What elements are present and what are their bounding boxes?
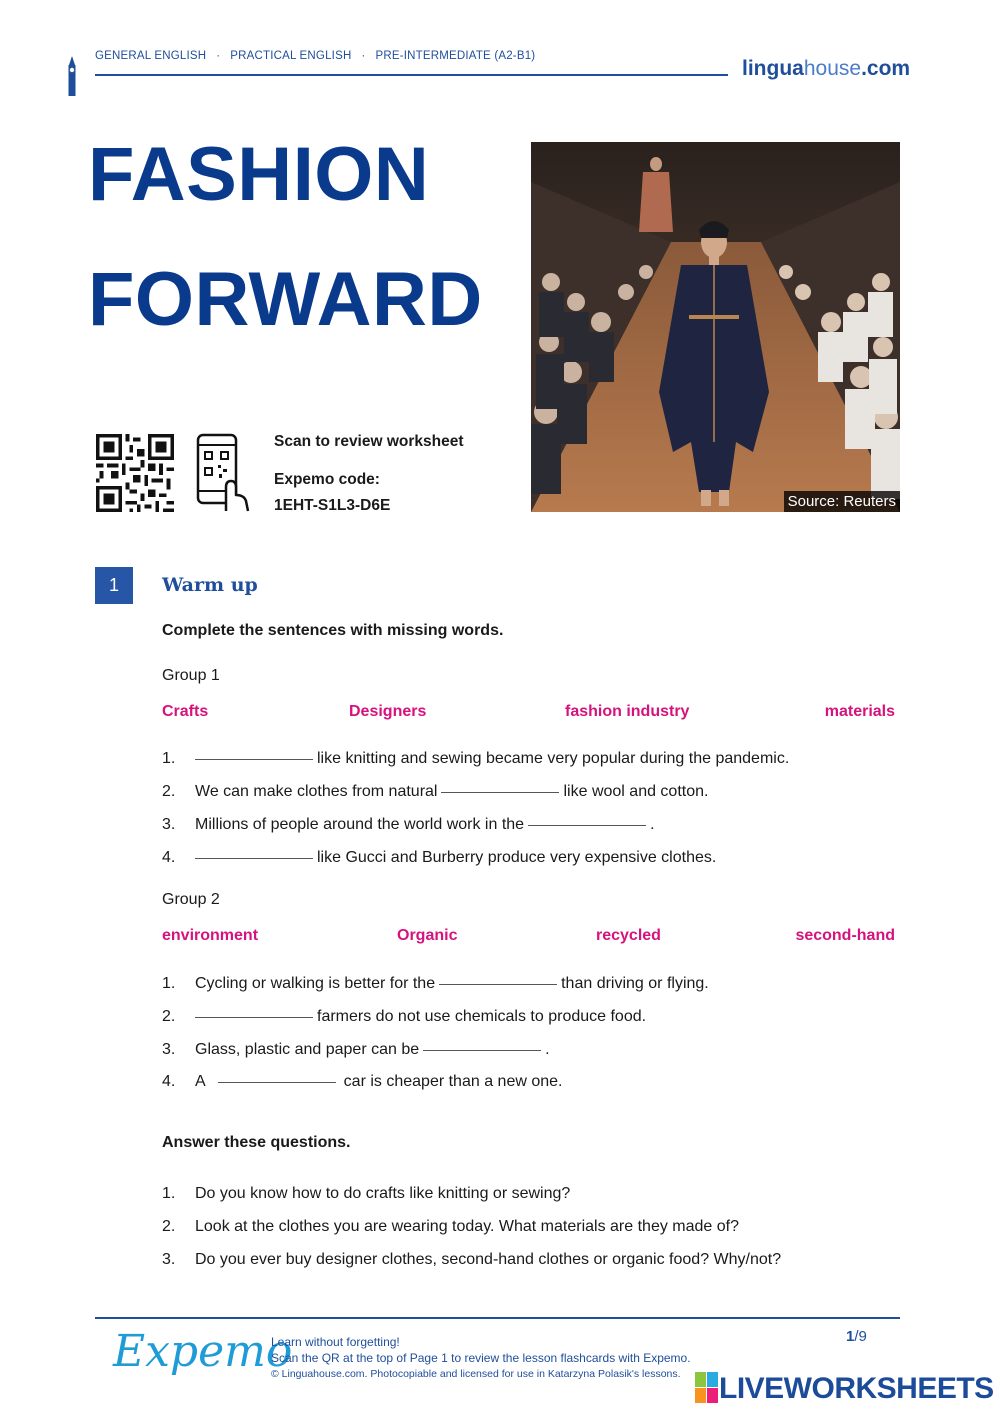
group-2-label: Group 2	[162, 891, 220, 908]
word-bank-item: fashion industry	[565, 703, 690, 720]
page-number: 1/9	[846, 1328, 867, 1345]
breadcrumb-level-1[interactable]: GENERAL ENGLISH	[95, 50, 207, 62]
word-bank-item: Organic	[397, 927, 458, 944]
question-number: 3.	[162, 1251, 176, 1268]
photo-credit: Source: Reuters	[784, 491, 900, 512]
item-number: 3.	[162, 1041, 176, 1058]
gap-fill-sentence: farmers do not use chemicals to produce food.	[195, 1008, 646, 1026]
breadcrumb-separator: ·	[216, 50, 221, 62]
expemo-logo[interactable]: Expemo	[113, 1326, 293, 1377]
group-1-label: Group 1	[162, 667, 220, 684]
qr-code-icon[interactable]	[96, 434, 174, 512]
big-ben-logo-icon	[66, 56, 78, 96]
word-bank-item: materials	[824, 703, 895, 720]
gap-fill-sentence: Millions of people around the world work in the .	[195, 816, 655, 833]
runway-photo-illustration	[531, 142, 900, 512]
questions-instruction: Answer these questions.	[162, 1134, 351, 1151]
question-number: 2.	[162, 1218, 176, 1235]
brand-logo[interactable]: linguahouse.com	[742, 57, 911, 80]
answer-blank[interactable]	[195, 759, 313, 760]
footer-tagline: Learn without forgetting!	[271, 1335, 400, 1349]
item-number: 3.	[162, 816, 176, 833]
question-number: 1.	[162, 1185, 176, 1202]
item-number: 4.	[162, 1073, 176, 1090]
phone-scan-icon	[196, 433, 250, 513]
footer-divider	[95, 1317, 900, 1319]
answer-blank[interactable]	[528, 825, 646, 826]
discussion-question: Do you know how to do crafts like knitting or sewing?	[195, 1185, 571, 1202]
word-bank-item: Crafts	[162, 703, 209, 720]
scan-instruction: Scan to review worksheet	[274, 433, 464, 450]
breadcrumb	[95, 50, 535, 62]
item-number: 1.	[162, 750, 176, 767]
liveworksheets-logo-icon	[695, 1372, 719, 1404]
breadcrumb-separator: ·	[361, 50, 366, 62]
item-number: 2.	[162, 1008, 176, 1025]
word-bank-item: environment	[162, 927, 259, 944]
answer-blank[interactable]	[441, 792, 559, 793]
answer-blank[interactable]	[218, 1082, 336, 1083]
word-bank-item: Designers	[349, 703, 427, 720]
discussion-question: Do you ever buy designer clothes, second-hand clothes or organic food? Why/not?	[195, 1251, 782, 1268]
worksheet-title-line-1: FASHION	[88, 132, 430, 217]
header-divider	[95, 74, 728, 76]
expemo-code-value: 1EHT-S1L3-D6E	[274, 497, 391, 514]
gap-fill-sentence: like Gucci and Burberry produce very expensive clothes.	[195, 849, 716, 867]
section-number-badge: 1	[95, 567, 133, 604]
answer-blank[interactable]	[439, 984, 557, 985]
breadcrumb-level-3[interactable]: PRE-INTERMEDIATE (A2-B1)	[375, 50, 536, 62]
gap-fill-sentence: We can make clothes from natural like wool and cotton.	[195, 783, 709, 800]
section-title: Warm up	[162, 574, 258, 596]
word-bank-item: second-hand	[795, 927, 895, 944]
expemo-code-label: Expemo code:	[274, 471, 380, 488]
worksheet-title-line-2: FORWARD	[88, 257, 483, 342]
item-number: 1.	[162, 975, 176, 992]
exercise-instruction: Complete the sentences with missing words.	[162, 622, 504, 639]
discussion-question: Look at the clothes you are wearing today. What materials are they made of?	[195, 1218, 739, 1235]
answer-blank[interactable]	[195, 1017, 313, 1018]
footer-copyright: © Linguahouse.com. Photocopiable and licensed for use in Katarzyna Polasik's lessons.	[271, 1368, 681, 1380]
breadcrumb-level-2[interactable]: PRACTICAL ENGLISH	[230, 50, 352, 62]
liveworksheets-watermark[interactable]: LIVEWORKSHEETS	[719, 1372, 994, 1405]
word-bank-item: recycled	[596, 927, 661, 944]
item-number: 4.	[162, 849, 176, 866]
gap-fill-sentence: A car is cheaper than a new one.	[195, 1073, 563, 1090]
answer-blank[interactable]	[423, 1050, 541, 1051]
item-number: 2.	[162, 783, 176, 800]
runway-photo	[531, 142, 900, 512]
gap-fill-sentence: Glass, plastic and paper can be .	[195, 1041, 550, 1058]
footer-instruction: Scan the QR at the top of Page 1 to review the lesson flashcards with Expemo.	[271, 1351, 691, 1365]
answer-blank[interactable]	[195, 858, 313, 859]
gap-fill-sentence: like knitting and sewing became very popular during the pandemic.	[195, 750, 789, 768]
gap-fill-sentence: Cycling or walking is better for the than driving or flying.	[195, 975, 709, 992]
